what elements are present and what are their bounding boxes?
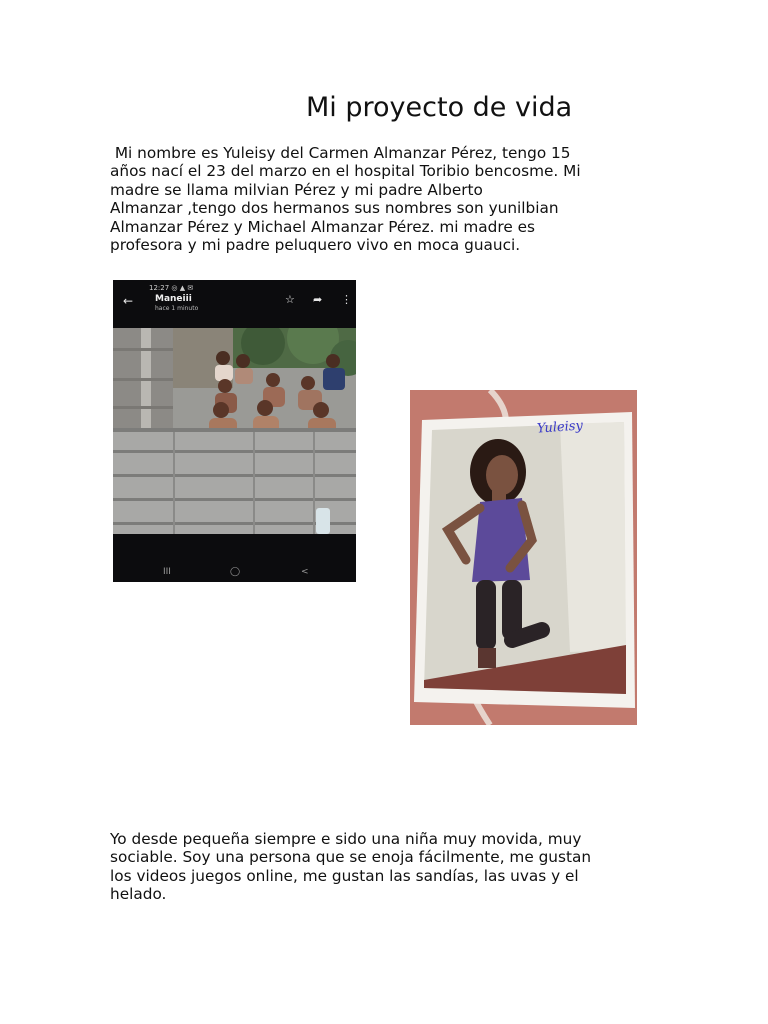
phone-contact-subtitle: hace 1 minuto — [155, 305, 199, 312]
children-on-steps-photo — [113, 328, 356, 534]
phone-contact-name: Maneiii — [155, 294, 192, 304]
signature-handwriting: Yuleisy — [536, 418, 584, 437]
phone-screenshot-photo — [113, 280, 356, 582]
phone-nav-bar — [113, 567, 356, 581]
nav-home-icon: ◯ — [230, 567, 241, 577]
star-icon: ☆ — [285, 293, 295, 306]
nav-recent-icon: III — [163, 567, 171, 577]
share-icon: ➦ — [313, 293, 323, 306]
intro-line: Almanzar Pérez y Michael Almanzar Pérez. mi madre es — [110, 217, 536, 236]
back-arrow-icon: ← — [123, 294, 134, 308]
page-title: Mi proyecto de vida — [306, 92, 573, 123]
intro-line: madre se llama milvian Pérez y mi padre Alberto — [110, 180, 483, 199]
personality-line: sociable. Soy una persona que se enoja fácilmente, me gustan — [110, 848, 592, 867]
intro-line: Mi nombre es Yuleisy del Carmen Almanzar Pérez, tengo 15 — [110, 144, 571, 162]
nav-back-icon: < — [301, 567, 309, 577]
personality-line: helado. — [110, 885, 167, 904]
girl-portrait-drawing — [410, 390, 637, 725]
intro-line: años nací el 23 del marzo en el hospital Toribio bencosme. Mi — [110, 162, 581, 181]
phone-status-bar: 12:27 ◎ ▲ ✉ — [149, 284, 194, 292]
personality-line: los videos juegos online, me gustan las sandías, las uvas y el — [110, 866, 579, 885]
intro-line: profesora y mi padre peluquero vivo en moca guauci. — [110, 236, 521, 255]
personality-paragraph — [110, 830, 650, 904]
girl-portrait-photo — [410, 390, 637, 725]
intro-paragraph — [110, 144, 650, 254]
intro-line: Almanzar ,tengo dos hermanos sus nombres son yunilbian — [110, 199, 559, 218]
personality-line: Yo desde pequeña siempre e sido una niña muy movida, muy — [110, 830, 582, 848]
more-vert-icon: ⋮ — [341, 293, 352, 306]
phone-app-bar — [113, 292, 356, 322]
